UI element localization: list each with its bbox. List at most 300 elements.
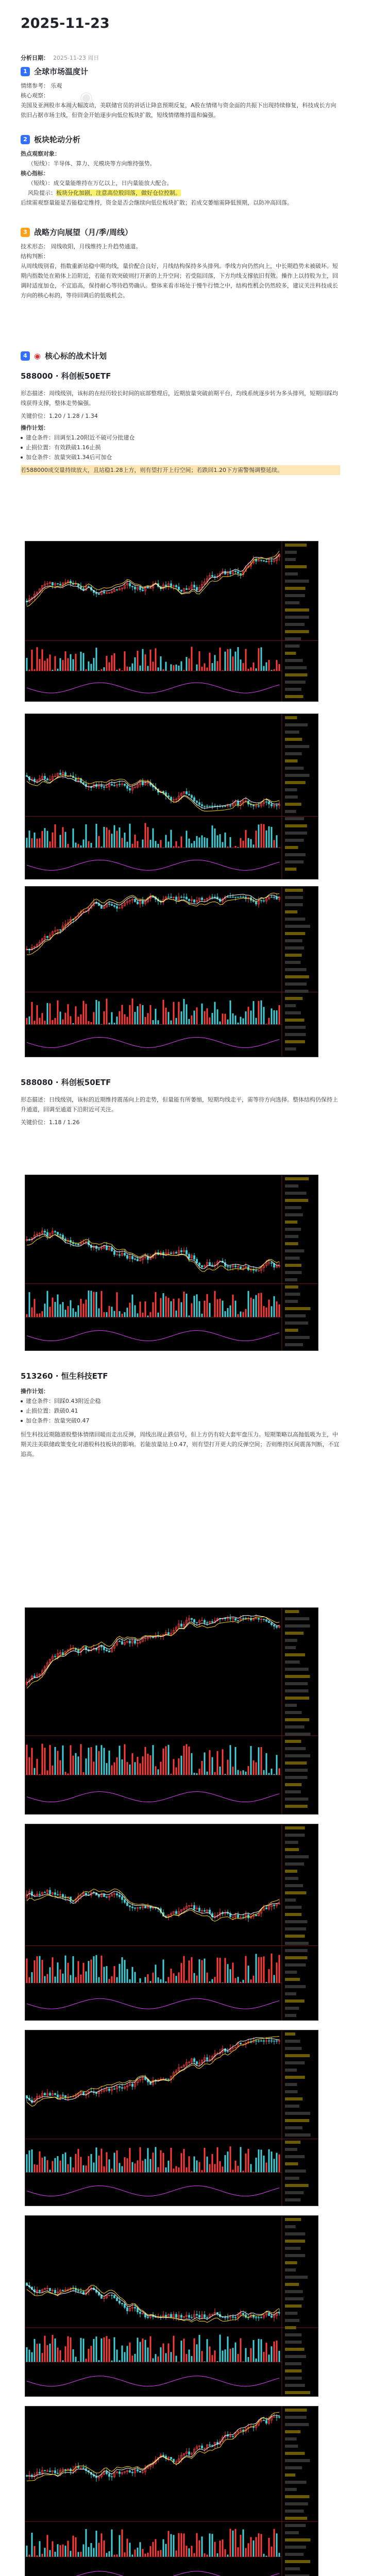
hotspot-label: 热点观察对象：: [21, 150, 60, 157]
volume-bar: [153, 2542, 154, 2557]
volume-bar: [49, 1307, 51, 1317]
plan-item: [21, 452, 340, 462]
volume-bar: [111, 834, 113, 848]
sidebar-quote-cell: [285, 1754, 310, 1757]
volume-bar: [261, 2150, 262, 2173]
volume-bar: [258, 2339, 260, 2362]
indicator-line: [27, 1331, 279, 1341]
volume-bar: [80, 845, 82, 848]
volume-bar: [178, 1972, 180, 1983]
candle-body: [62, 1653, 64, 1655]
candle-body: [171, 1253, 172, 1254]
sidebar-quote-cell: [285, 1184, 298, 1188]
candle-body: [199, 2315, 200, 2317]
volume-bar: [168, 1012, 170, 1024]
volume-bar: [153, 1973, 154, 1983]
volume-bar: [39, 2344, 41, 2362]
sidebar-quote-cell: [285, 1639, 297, 1642]
volume-bar: [201, 1761, 203, 1775]
sidebar-quote-cell: [285, 2047, 302, 2050]
analysis-date: [21, 54, 99, 62]
candle-body: [122, 1897, 123, 1900]
candle-body: [276, 805, 278, 806]
sidebar-quote-cell: [285, 695, 303, 698]
volume-bar: [186, 831, 188, 848]
sidebar-quote-cell: [285, 1033, 306, 1036]
volume-bar: [29, 2554, 30, 2556]
sidebar-quote-cell: [285, 1999, 305, 2003]
volume-bar: [196, 1294, 198, 1317]
volume-bar: [245, 1011, 247, 1024]
volume-bar: [62, 660, 64, 671]
candle-body: [196, 2314, 198, 2315]
volume-bar: [222, 2539, 224, 2557]
volume-bar: [235, 2161, 237, 2173]
sidebar-quote-cell: [285, 1632, 303, 1635]
sidebar-quote-cell: [285, 1689, 308, 1692]
sidebar-quote-cell: [285, 1026, 306, 1029]
sidebar-quote-cell: [285, 1646, 296, 1649]
volume-bar: [268, 826, 270, 848]
volume-bar: [122, 838, 123, 848]
sidebar-quote-cell: [285, 1697, 309, 1700]
sentiment-line: 情绪参考： 乐观: [21, 82, 62, 89]
stock-title: 588080 · 科创板50ETF: [21, 1078, 111, 1087]
candle-body: [132, 586, 133, 587]
sidebar-quote-cell: [285, 2177, 299, 2180]
volume-bar: [78, 2552, 79, 2556]
candle-body: [60, 929, 61, 930]
volume-bar: [271, 1954, 273, 1983]
volume-bar: [240, 1982, 242, 1983]
volume-bar: [52, 1957, 54, 1983]
volume-bar: [88, 1748, 90, 1775]
volume-bar: [171, 2352, 172, 2362]
volume-bar: [155, 1009, 157, 1024]
volume-bar: [253, 2540, 255, 2557]
volume-bar: [60, 2545, 61, 2556]
volume-bar: [227, 2336, 229, 2362]
volume-bar: [34, 1768, 36, 1775]
volume-bar: [73, 2167, 74, 2172]
volume-bar: [153, 1020, 154, 1024]
sidebar-quote-cell: [285, 1019, 305, 1022]
candle-body: [129, 788, 131, 790]
sidebar-quote-cell: [285, 637, 301, 640]
sidebar-quote-cell: [285, 2076, 305, 2079]
volume-bar: [183, 1956, 185, 1983]
volume-bar: [39, 2151, 41, 2173]
volume-bar: [26, 838, 28, 848]
sidebar-quote-cell: [285, 1242, 298, 1245]
sidebar-quote-cell: [285, 1004, 296, 1007]
sidebar-quote-cell: [285, 2254, 305, 2257]
volume-bar: [31, 2533, 33, 2557]
sidebar-quote-cell: [285, 1776, 307, 1779]
volume-bar: [217, 835, 218, 848]
candle-body: [127, 1903, 128, 1906]
candle-body: [227, 1912, 229, 1913]
volume-bar: [106, 2152, 108, 2172]
volume-bar: [70, 2337, 72, 2362]
volume-bar: [88, 2349, 90, 2362]
sidebar-quote-cell: [285, 839, 304, 842]
volume-bar: [122, 1314, 123, 1317]
sidebar-quote-cell: [285, 616, 309, 619]
volume-bar: [217, 1958, 218, 1983]
volume-bar: [44, 1021, 46, 1024]
volume-bar: [155, 2539, 157, 2556]
volume-bar: [171, 830, 172, 848]
candle-body: [93, 2092, 95, 2093]
volume-bar: [163, 2539, 164, 2557]
volume-bar: [140, 1301, 141, 1317]
sidebar-quote-cell: [285, 918, 305, 921]
candle-body: [168, 796, 170, 798]
volume-bar: [55, 1018, 56, 1025]
ma-line: [27, 554, 279, 601]
volume-bar: [279, 1304, 280, 1317]
candle-body: [101, 906, 103, 908]
volume-bar: [44, 660, 46, 671]
candle-body: [201, 2446, 203, 2448]
candle-body: [181, 1624, 182, 1626]
volume-bar: [173, 1002, 175, 1025]
sidebar-quote-cell: [285, 752, 302, 755]
sidebar-quote-cell: [285, 2430, 300, 2433]
volume-bar: [86, 1299, 87, 1317]
sidebar-quote-cell: [285, 932, 305, 935]
structure-label: 结构判断：: [21, 253, 49, 260]
section-number-badge: 2: [21, 135, 30, 144]
volume-bar: [153, 1745, 154, 1775]
volume-bar: [145, 823, 146, 848]
candle-body: [98, 1895, 100, 1897]
volume-bar: [245, 2348, 247, 2362]
sidebar-quote-cell: [285, 982, 307, 986]
candle-body: [111, 904, 113, 905]
sidebar-quote-cell: [285, 824, 307, 827]
candle-body: [124, 2304, 126, 2308]
candle-body: [142, 901, 144, 904]
volume-bar: [111, 1307, 113, 1317]
volume-bar: [47, 1003, 48, 1024]
volume-bar: [220, 1958, 221, 1983]
candle-body: [186, 1250, 188, 1254]
sidebar-quote-cell: [285, 2054, 310, 2057]
indicator-line: [27, 2571, 279, 2576]
sidebar-quote-cell: [285, 544, 307, 547]
volume-bar: [155, 648, 157, 671]
volume-bar: [245, 2548, 247, 2557]
ma-line: [27, 1889, 279, 1921]
volume-bar: [49, 2550, 51, 2557]
volume-bar: [31, 2352, 33, 2362]
volume-bar: [181, 2533, 182, 2557]
candle-body: [263, 1619, 265, 1620]
volume-bar: [163, 1293, 164, 1317]
sidebar-quote-cell: [285, 2437, 297, 2441]
volume-bar: [109, 1023, 110, 1024]
volume-bar: [271, 2151, 273, 2172]
candle-body: [137, 2308, 139, 2312]
sidebar-quote-cell: [285, 2141, 300, 2144]
sidebar-quote-cell: [285, 652, 296, 655]
volume-bar: [250, 839, 252, 848]
volume-bar: [109, 1751, 110, 1775]
candle-body: [49, 2288, 51, 2291]
volume-bar: [37, 2165, 38, 2172]
volume-bar: [83, 1001, 85, 1025]
volume-bar: [44, 2336, 46, 2362]
candle-body: [256, 2317, 257, 2318]
volume-bar: [98, 2156, 100, 2172]
plan-item-label: 建仓条件：: [26, 434, 54, 441]
volume-bar: [217, 2147, 218, 2173]
candle-body: [253, 1269, 255, 1270]
volume-bar: [70, 1975, 72, 1983]
volume-bar: [212, 1979, 213, 1983]
volume-bar: [39, 1774, 41, 1775]
volume-bar: [189, 1315, 190, 1317]
volume-bar: [258, 2533, 260, 2556]
volume-bar: [217, 2553, 218, 2557]
plan-item: [21, 443, 340, 452]
sidebar-quote-cell: [285, 1278, 297, 1281]
candle-body: [49, 2093, 51, 2095]
volume-bar: [209, 1018, 211, 1024]
candle-body: [78, 1244, 79, 1245]
volume-bar: [183, 999, 185, 1024]
volume-bar: [101, 1291, 103, 1317]
volume-bar: [57, 2544, 59, 2556]
volume-bar: [147, 1013, 149, 1024]
candle-body: [243, 1917, 244, 1918]
volume-bar: [248, 1965, 249, 1983]
volume-bar: [42, 649, 43, 671]
volume-bar: [98, 1751, 100, 1775]
volume-bar: [68, 1963, 69, 1983]
volume-bar: [258, 1957, 260, 1983]
volume-bar: [37, 2344, 38, 2362]
candle-body: [122, 2088, 123, 2089]
volume-bar: [222, 1749, 224, 1775]
volume-bar: [194, 2157, 195, 2173]
sidebar-quote-cell: [285, 1011, 301, 1014]
candle-body: [201, 1265, 203, 1267]
sidebar-quote-cell: [285, 759, 297, 762]
volume-bar: [29, 2350, 30, 2362]
candle-body: [101, 786, 103, 787]
volume-bar: [204, 663, 206, 671]
volume-bar: [127, 2158, 128, 2172]
volume-bar: [104, 2540, 105, 2557]
volume-bar: [263, 2554, 265, 2557]
volume-bar: [230, 837, 231, 848]
volume-bar: [201, 1960, 203, 1983]
sidebar-quote-cell: [285, 2119, 309, 2122]
volume-bar: [274, 1975, 275, 1983]
candle-body: [49, 1890, 51, 1894]
volume-bar: [137, 1982, 139, 1983]
volume-bar: [253, 663, 255, 671]
candle-body: [140, 587, 141, 590]
candle-body: [207, 2058, 208, 2060]
volume-bar: [57, 1295, 59, 1317]
sidebar-quote-cell: [285, 623, 305, 626]
candle-body: [114, 2295, 115, 2298]
candle-body: [201, 805, 203, 806]
volume-bar: [220, 2540, 221, 2556]
sidebar-quote-cell: [285, 896, 303, 899]
candle-body: [186, 588, 188, 589]
section-title: 板块轮动分析: [34, 135, 81, 144]
core-indicator-line: （短线）：成交量能维持在万亿以上，日内量能放大配合。: [28, 180, 173, 187]
sidebar-quote-cell: [285, 853, 306, 856]
sidebar-quote-cell: [285, 2268, 296, 2272]
volume-bar: [256, 831, 257, 848]
stock-description: 形态描述：日线级别，该标的近期维持震荡向上的走势，但量能有所萎缩，短期均线走平，需等待方向选择。整体结构仍保持上升通道，回调至通道下沿附近可关注。: [21, 1096, 338, 1113]
candle-body: [243, 2313, 244, 2315]
volume-bar: [201, 1314, 203, 1317]
volume-bar: [201, 2351, 203, 2362]
volume-bar: [49, 841, 51, 848]
volume-bar: [165, 2544, 167, 2557]
section-title: 战略方向展望（月/季/周线）: [34, 228, 132, 237]
volume-bar: [62, 1020, 64, 1025]
volume-bar: [222, 670, 224, 671]
candle-body: [80, 2291, 82, 2292]
volume-bar: [52, 1020, 54, 1025]
volume-bar: [207, 1008, 208, 1024]
candle-body: [124, 784, 126, 786]
volume-bar: [37, 1314, 38, 1317]
volume-bar: [147, 827, 149, 848]
volume-bar: [261, 647, 262, 671]
candle-body: [238, 1915, 239, 1918]
sidebar-quote-cell: [285, 2488, 297, 2491]
sidebar-quote-cell: [285, 788, 297, 791]
sidebar-quote-cell: [285, 1192, 307, 1195]
candle-body: [276, 1626, 278, 1628]
sidebar-quote-cell: [285, 558, 296, 561]
volume-bar: [80, 2338, 82, 2362]
volume-bar: [55, 656, 56, 671]
volume-bar: [199, 1769, 200, 1775]
volume-bar: [245, 649, 247, 671]
volume-bar: [96, 2531, 97, 2557]
candle-body: [194, 900, 195, 902]
candle-body: [119, 1895, 121, 1896]
indicator-line: [27, 2186, 279, 2196]
candle-body: [116, 2298, 118, 2301]
volume-bar: [253, 1299, 255, 1317]
volume-bar: [279, 1005, 280, 1024]
volume-bar: [57, 669, 59, 671]
sidebar-quote-cell: [285, 1660, 300, 1664]
volume-bar: [276, 1010, 278, 1024]
volume-bar: [243, 2529, 244, 2556]
sidebar-quote-cell: [285, 2240, 305, 2243]
volume-bar: [132, 998, 133, 1024]
candle-body: [261, 560, 262, 561]
candle-body: [49, 2471, 51, 2472]
volume-bar: [181, 1011, 182, 1024]
volume-bar: [31, 838, 33, 848]
sidebar-quote-cell: [285, 2369, 301, 2372]
volume-bar: [57, 1962, 59, 1983]
candle-body: [55, 1231, 56, 1232]
volume-bar: [78, 1961, 79, 1982]
volume-bar: [163, 2153, 164, 2173]
volume-bar: [191, 2356, 193, 2362]
volume-bar: [209, 1750, 211, 1775]
indicator-line: [27, 1037, 279, 1047]
volume-bar: [201, 2170, 203, 2172]
volume-bar: [47, 2535, 48, 2556]
sidebar-quote-cell: [285, 846, 298, 849]
volume-bar: [235, 2343, 237, 2362]
volume-bar: [178, 846, 180, 848]
volume-bar: [158, 844, 159, 848]
sidebar-quote-cell: [285, 2553, 303, 2556]
volume-bar: [134, 835, 136, 848]
section-core-targets: [21, 350, 340, 475]
volume-bar: [78, 1306, 79, 1317]
candle-body: [207, 2317, 208, 2318]
volume-bar: [279, 2553, 280, 2556]
volume-bar: [209, 653, 211, 671]
volume-bar: [75, 842, 77, 848]
volume-bar: [132, 1967, 133, 1983]
candle-body: [212, 2445, 213, 2446]
volume-bar: [168, 1977, 170, 1982]
volume-bar: [261, 824, 262, 848]
volume-bar: [75, 1753, 77, 1775]
volume-bar: [227, 1964, 229, 1983]
volume-bar: [181, 1963, 182, 1983]
volume-bar: [34, 1960, 36, 1983]
volume-bar: [111, 1976, 113, 1983]
volume-bar: [60, 835, 61, 848]
volume-bar: [199, 1301, 200, 1317]
volume-bar: [150, 2546, 151, 2556]
volume-bar: [68, 844, 69, 848]
volume-bar: [124, 1312, 126, 1317]
candle-body: [176, 585, 177, 587]
volume-bar: [62, 1974, 64, 1983]
candle-body: [44, 1892, 46, 1893]
candle-body: [142, 782, 144, 785]
kline-chart-image: [25, 886, 318, 1057]
section-number-badge: 3: [21, 228, 30, 237]
volume-bar: [261, 1293, 262, 1317]
volume-bar: [91, 2543, 92, 2557]
volume-bar: [199, 2335, 200, 2362]
volume-bar: [266, 2163, 267, 2173]
volume-bar: [68, 2164, 69, 2173]
volume-bar: [140, 1978, 141, 1983]
volume-bar: [173, 2168, 175, 2172]
sidebar-quote-cell: [285, 1264, 301, 1267]
volume-bar: [98, 2360, 100, 2362]
sidebar-quote-cell: [285, 1725, 305, 1728]
volume-bar: [116, 2554, 118, 2556]
volume-bar: [186, 1294, 188, 1317]
plan-item-label: 建仓条件：: [26, 1398, 54, 1404]
volume-bar: [101, 1745, 103, 1775]
volume-bar: [39, 1313, 41, 1317]
